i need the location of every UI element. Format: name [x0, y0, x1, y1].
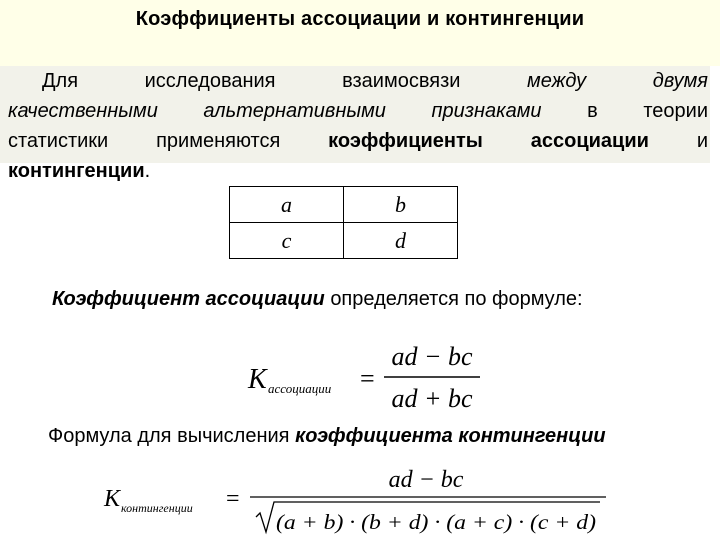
table-cell: d [344, 223, 458, 259]
word-italic: двумя [652, 70, 708, 92]
bold-phrase: коэффициенты ассоциации [328, 130, 649, 152]
equals-sign: = [360, 364, 375, 393]
k-symbol: K [104, 486, 121, 512]
table-cell: a [230, 187, 344, 223]
period: . [144, 160, 151, 182]
plain-phrase: Формула для вычисления [48, 425, 290, 447]
word: взаимосвязи [342, 70, 461, 92]
table-cell: c [230, 223, 344, 259]
italic-phrase: качественными альтернативными признаками [8, 100, 542, 122]
numerator: ad − bc [391, 342, 473, 371]
slide-title: Коэффициенты ассоциации и контингенции [135, 8, 585, 30]
word: исследования [144, 70, 276, 92]
bold-italic-phrase: Коэффициент ассоциации [52, 288, 325, 310]
plain-phrase: в теории [587, 100, 708, 122]
word-italic: между [526, 70, 587, 92]
equals-sign: = [226, 486, 240, 512]
k-subscript: ассоциации [268, 381, 332, 396]
bold-italic-phrase: коэффициента контингенции [295, 425, 606, 447]
bold-phrase: контингенции [8, 160, 145, 182]
k-subscript: контингенции [121, 501, 193, 515]
denominator: ad + bc [391, 384, 473, 413]
plain-phrase: определяется по формуле: [330, 288, 583, 310]
k-symbol: K [248, 364, 267, 395]
plain-phrase: статистики применяются [8, 130, 281, 152]
plain-phrase: и [696, 130, 709, 152]
word: Для [42, 70, 79, 92]
numerator: ad − bc [388, 467, 464, 493]
denominator: (a + b) · (b + d) · (a + c) · (c + d) [276, 510, 596, 534]
table-cell: b [344, 187, 458, 223]
